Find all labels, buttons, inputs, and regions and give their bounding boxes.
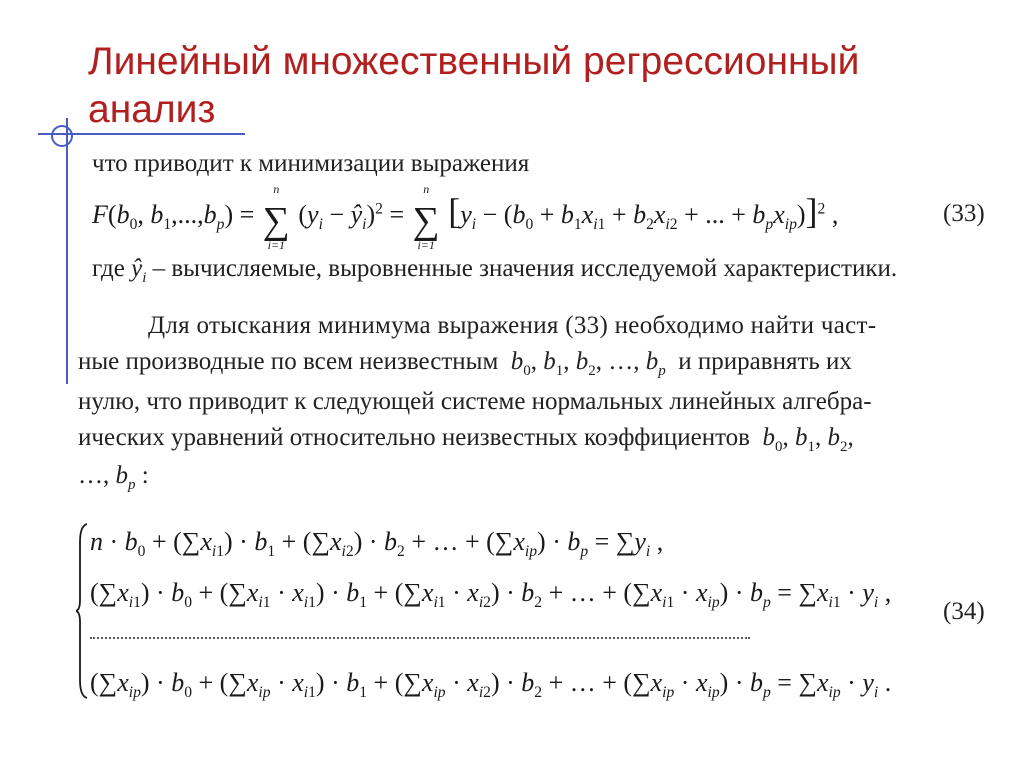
- paragraph-line-4-text: ических уравнений относительно неизвестных коэффициентов: [78, 424, 750, 451]
- paragraph-line-1: Для отыскания минимума выражения (33) необходимо найти част-: [148, 312, 877, 339]
- paragraph-line-5-dots: …,: [78, 462, 110, 489]
- text-line-2-rest: – вычисляемые, выровненные значения исследуемой характеристики.: [152, 255, 898, 282]
- text-line-1: что приводит к минимизации выражения: [92, 150, 530, 177]
- paragraph-line-2-b: и приравнять их: [678, 348, 852, 375]
- paragraph-line-2-a: ные производные по всем неизвестным: [78, 348, 499, 375]
- text-line-2-prefix: где: [92, 255, 125, 282]
- slide-title: Линейный множественный регрессионный анализ: [88, 40, 860, 131]
- paragraph-line-4: ических уравнений относительно неизвестных коэффициентов $b_0$, $b_1$, $b_2$,: [78, 424, 854, 455]
- decorative-circle-icon: [51, 125, 73, 147]
- system-ellipsis-row: [90, 637, 750, 639]
- system-brace: [76, 522, 88, 700]
- system-equation-1: $n \cdot b_0 + (\sum x_{i1}) \cdot b_1 + (\sum x_{i2}) \cdot b_2$ + … + $(\sum x_{ip}) \cdot b_p = \sum y_i$ ,: [90, 527, 664, 561]
- paragraph-line-3: нулю, что приводит к следующей системе нормальных линейных алгебра-: [78, 388, 872, 415]
- paragraph-line-2: ные производные по всем неизвестным $b_0$, $b_1$, $b_2$, …, $b_p$ и приравнять их: [78, 348, 852, 379]
- system-equation-2: $(\sum x_{i1}) \cdot b_0 + (\sum x_{i1} \cdot x_{i1}) \cdot b_1 + (\sum x_{i1} \cdot x_{i2}) \cdot b_2$ + … + $(\sum x_{i1} \cdot x_{ip}) \cdot b_p = \sum x_{i1} \cdot y_i$ ,: [90, 578, 892, 612]
- system-equation-p: $(\sum x_{ip}) \cdot b_0 + (\sum x_{ip} \cdot x_{i1}) \cdot b_1 + (\sum x_{ip} \cdot x_{i2}) \cdot b_2$ + … + $(\sum x_{ip} \cdot x_{ip}) \cdot b_p = \sum x_{ip} \cdot y_i$ .: [90, 668, 892, 702]
- equation-33-number: (33): [943, 200, 985, 227]
- text-line-2: где $ŷ_i$ – вычисляемые, выровненные значения исследуемой характеристики.: [92, 255, 898, 286]
- paragraph-line-5: …, $b_p$ :: [78, 462, 149, 493]
- equation-33: $F(b_0$, $b_1,...,b_p$) = n ∑ i=1 ($y_i$ − $ŷ_i)^2$ = n ∑ i=1 [$y_i - (b_0 + b_1x_{i1} + b_2x_{i2}$ + ... + $b_px_{ip})]^2$ ,: [92, 182, 839, 252]
- equation-34-number: (34): [943, 598, 985, 625]
- decorative-rule-vertical: [66, 118, 68, 384]
